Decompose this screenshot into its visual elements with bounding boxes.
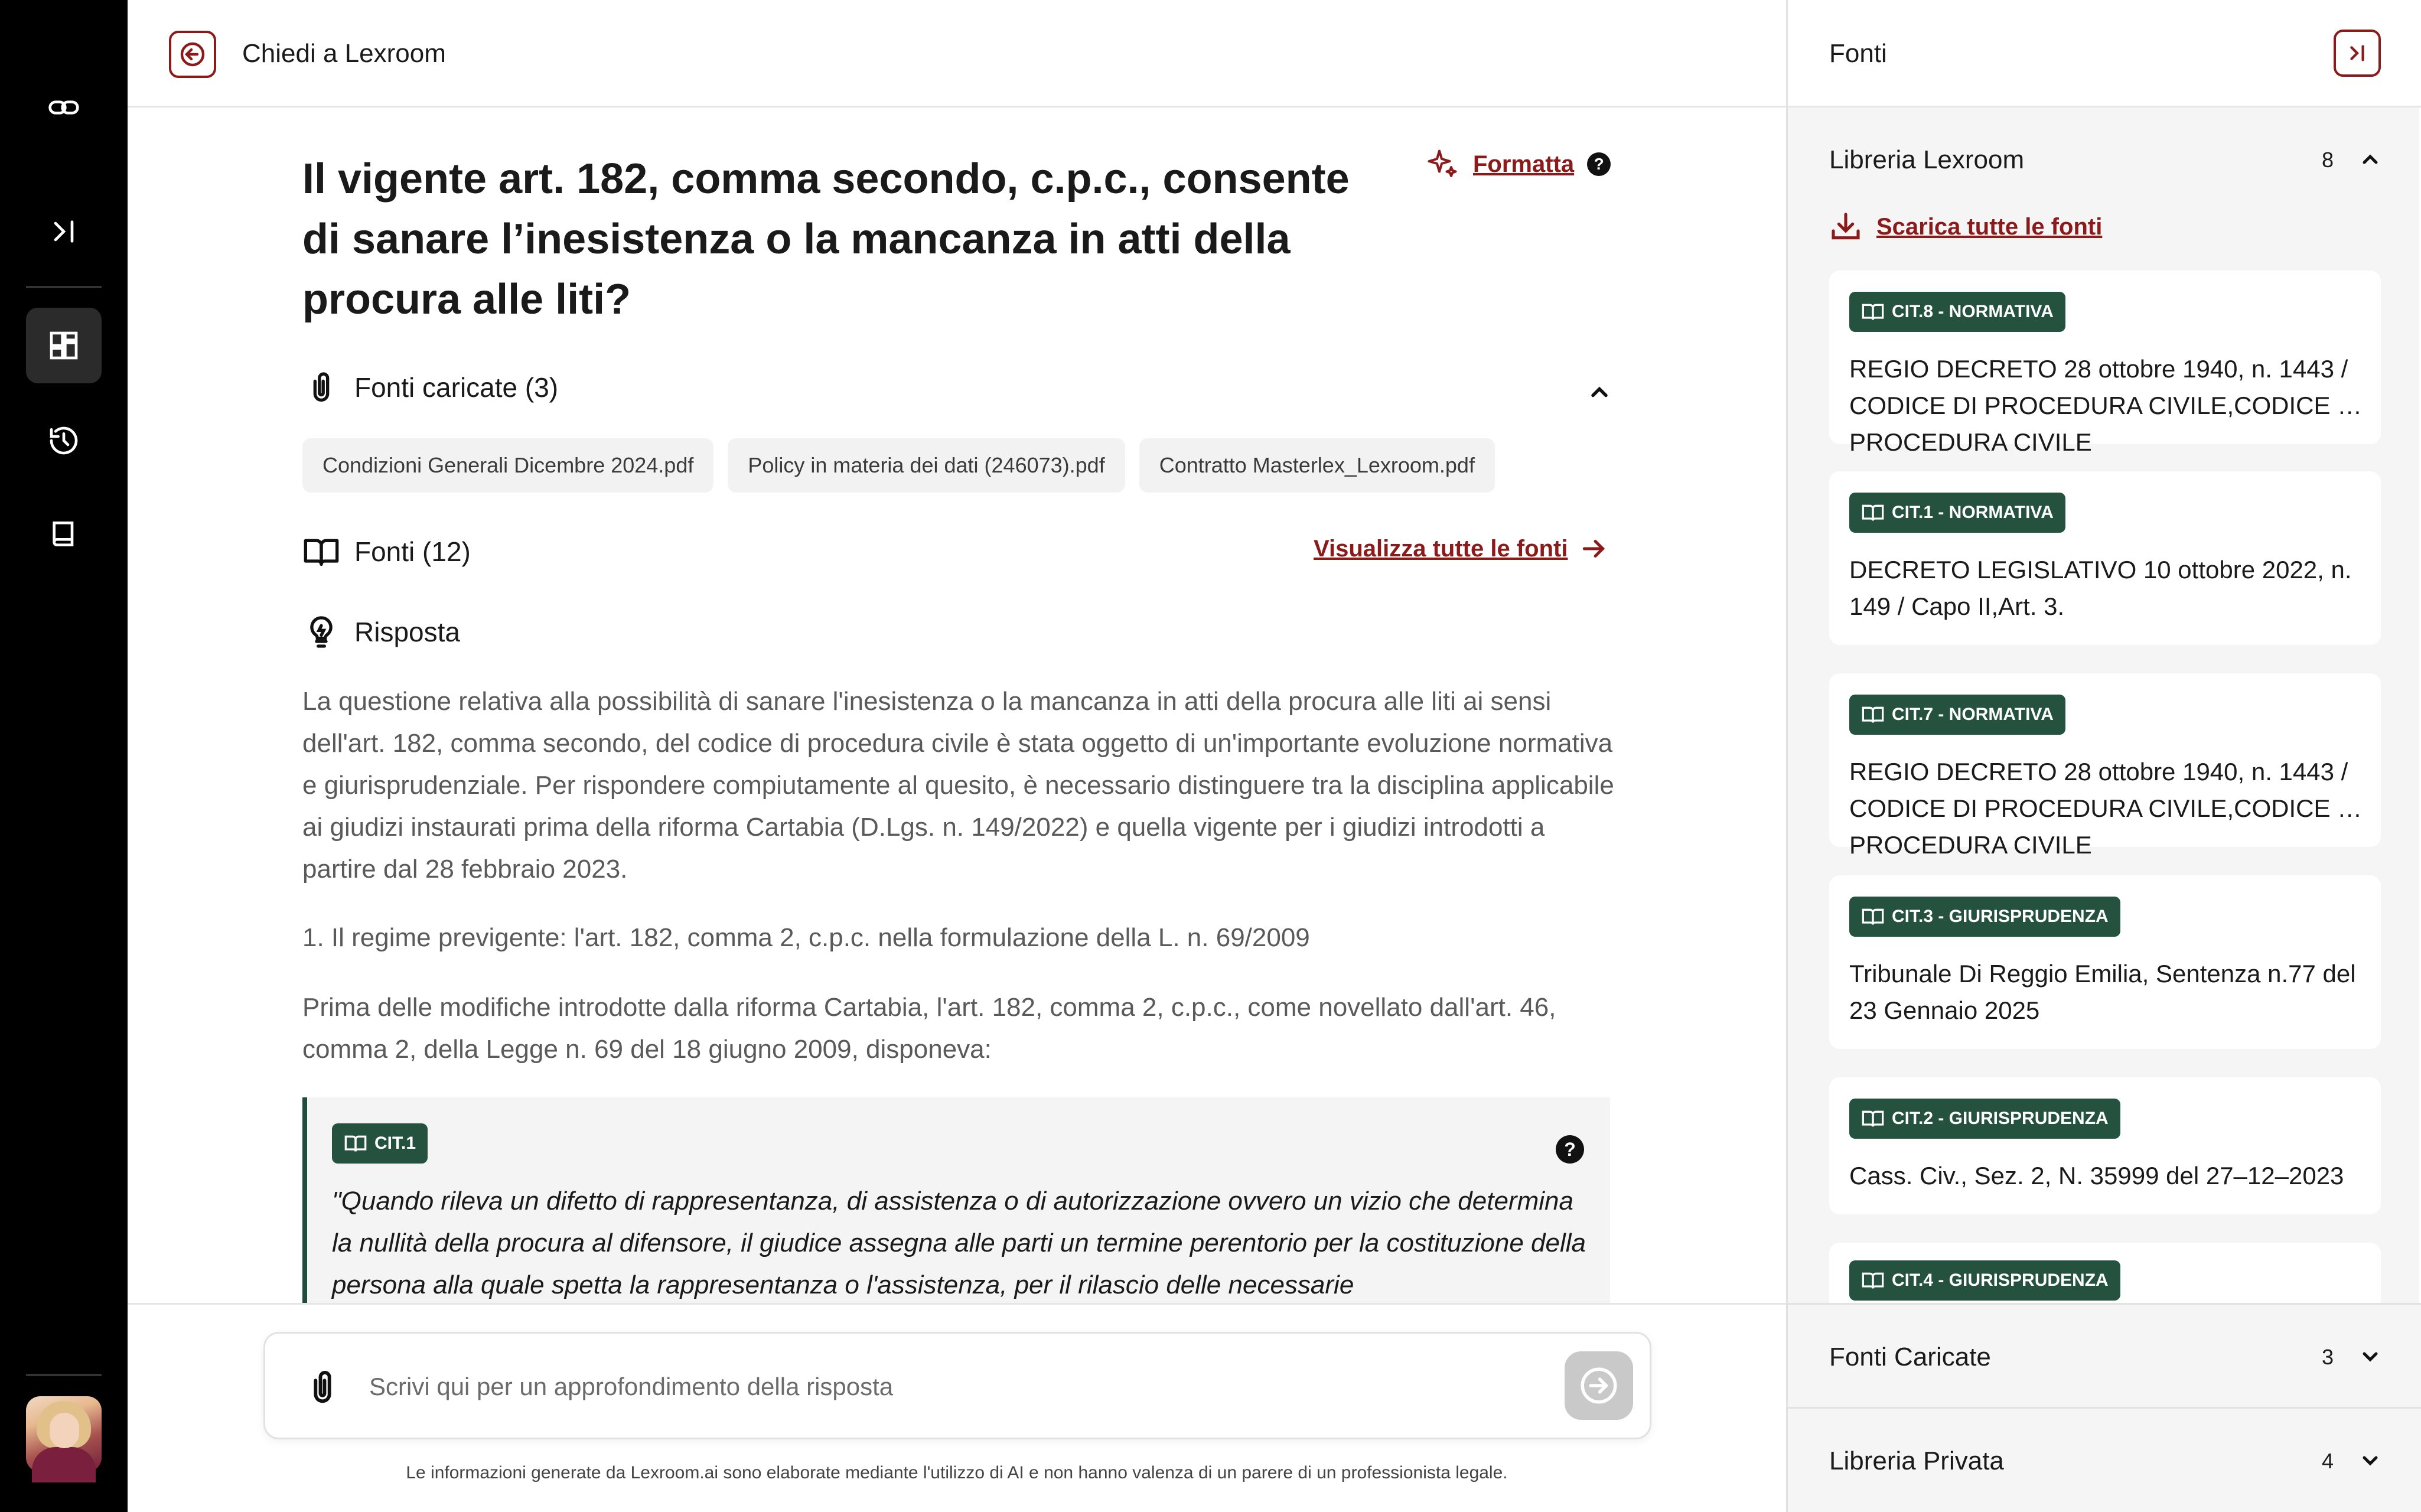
source-title: Tribunale Di Reggio Emilia, Sentenza n.77 del 23 Gennaio 2025 xyxy=(1849,960,2356,1024)
library-lexroom-title[interactable]: Libreria Lexroom xyxy=(1829,145,2025,174)
paperclip-icon xyxy=(302,369,340,406)
source-card[interactable] xyxy=(1829,471,2381,645)
source-card[interactable] xyxy=(1829,271,2381,456)
quote-text: "Quando rileva un difetto di rappresentanza, di assistenza o di autorizzazione ovvero un vizio che determina la nullità della procura al difensore, il giudice assegna alle parti un termine perentorio per la costituzione della persona alla quale spetta la rappresentanza o l'assistenza, per il rilascio delle necessarie xyxy=(332,1187,1586,1299)
sources-row xyxy=(302,533,471,571)
arrow-right-icon xyxy=(1579,534,1609,563)
open-book-icon xyxy=(1861,501,1885,524)
open-book-icon xyxy=(302,533,340,571)
source-card[interactable] xyxy=(1829,1077,2381,1214)
sparkle-icon xyxy=(1425,146,1460,182)
open-book-icon xyxy=(1861,905,1885,928)
sources-panel xyxy=(1786,0,2419,1512)
source-badge xyxy=(1849,695,2065,735)
expand-sidebar-icon[interactable] xyxy=(26,194,102,269)
chevron-up-icon[interactable] xyxy=(2358,148,2382,171)
history-icon[interactable] xyxy=(26,403,102,478)
file-chip[interactable]: Contratto Masterlex_Lexroom.pdf xyxy=(1139,438,1495,493)
source-badge-label: CIT.2 - GIURISPRUDENZA xyxy=(1892,1109,2109,1128)
back-button[interactable] xyxy=(169,31,216,78)
uploaded-sources-count: 3 xyxy=(2322,1345,2334,1369)
rail-divider xyxy=(26,286,102,288)
sources-label: Fonti (12) xyxy=(354,536,471,567)
help-icon[interactable]: ? xyxy=(1556,1135,1584,1164)
source-badge-label: CIT.7 - NORMATIVA xyxy=(1892,705,2054,724)
uploaded-sources-section[interactable] xyxy=(1788,1303,2421,1407)
source-badge xyxy=(1849,1099,2120,1139)
top-bar xyxy=(128,0,1786,107)
source-card[interactable] xyxy=(1829,673,2381,859)
attach-paperclip-icon[interactable] xyxy=(302,1367,343,1408)
answer-paragraph: 1. Il regime previgente: l'art. 182, comma 2, c.p.c. nella formulazione della L. n. 69/2009 xyxy=(302,923,1310,952)
source-title: Cass. Civ., Sez. 2, N. 35999 del 27–12–2023 xyxy=(1849,1162,2344,1190)
ai-disclaimer: Le informazioni generate da Lexroom.ai sono elaborate mediante l'utilizzo di AI e non hanno valenza di un parere di un professionista legale. xyxy=(406,1463,1508,1482)
source-card-list xyxy=(1829,271,2381,1303)
answer-label: Risposta xyxy=(354,617,460,647)
formatta-label[interactable]: Formatta xyxy=(1473,151,1575,177)
followup-input-placeholder[interactable]: Scrivi qui per un approfondimento della risposta xyxy=(369,1373,894,1400)
answer-row xyxy=(302,613,460,651)
private-library-count: 4 xyxy=(2322,1449,2334,1473)
uploaded-sources-toggle[interactable] xyxy=(302,369,558,406)
answer-paragraph: Prima delle modifiche introdotte dalla riforma Cartabia, l'art. 182, comma 2, c.p.c., come novellato dall'art. 46, comma 2, della Legge n. 69 del 18 giugno 2009, disponeva: xyxy=(302,993,1556,1064)
uploaded-sources-label: Fonti caricate (3) xyxy=(354,372,559,403)
answer-content xyxy=(128,107,1786,1303)
source-badge-label: CIT.4 - GIURISPRUDENZA xyxy=(1892,1270,2109,1290)
collapse-panel-button[interactable] xyxy=(2334,30,2381,77)
followup-input-box[interactable] xyxy=(263,1332,1651,1439)
source-title: REGIO DECRETO 28 ottobre 1940, n. 1443 / CODICE DI PROCEDURA CIVILE,CODICE DI PROCEDURA CIVILE xyxy=(1849,355,2363,456)
source-title: REGIO DECRETO 28 ottobre 1940, n. 1443 / CODICE DI PROCEDURA CIVILE,CODICE DI PROCEDURA CIVILE xyxy=(1849,758,2363,859)
source-badge-label: CIT.8 - NORMATIVA xyxy=(1892,302,2054,321)
rail-divider-bottom xyxy=(26,1374,102,1376)
open-book-icon xyxy=(1861,1269,1885,1292)
dashboard-icon[interactable] xyxy=(26,308,102,383)
user-avatar[interactable] xyxy=(26,1396,102,1472)
open-book-icon xyxy=(344,1132,367,1155)
citation-badge[interactable] xyxy=(332,1123,428,1164)
source-badge xyxy=(1849,292,2065,332)
uploaded-files-list xyxy=(302,438,1495,493)
collapse-right-icon xyxy=(2344,40,2371,67)
chevron-down-icon[interactable] xyxy=(2358,1449,2382,1472)
source-badge-label: CIT.1 - NORMATIVA xyxy=(1892,503,2054,522)
page-title: Chiedi a Lexroom xyxy=(242,39,446,68)
send-button[interactable] xyxy=(1565,1351,1633,1420)
view-all-sources-label[interactable]: Visualizza tutte le fonti xyxy=(1314,535,1568,562)
download-all-sources-link[interactable] xyxy=(1829,210,2102,243)
download-icon xyxy=(1829,210,1862,243)
question-title: Il vigente art. 182, comma secondo, c.p.c., consente di sanare l’inesistenza o la mancanza in atti della procura alle liti? xyxy=(302,155,1350,323)
source-badge xyxy=(1849,897,2120,937)
download-all-label[interactable]: Scarica tutte le fonti xyxy=(1876,213,2103,240)
chevron-up-icon[interactable] xyxy=(1586,379,1612,405)
chevron-down-icon[interactable] xyxy=(2358,1345,2382,1368)
logo-link-icon[interactable] xyxy=(26,70,102,145)
file-chip[interactable]: Condizioni Generali Dicembre 2024.pdf xyxy=(302,438,713,493)
sources-panel-header xyxy=(1788,0,2421,107)
private-library-title: Libreria Privata xyxy=(1829,1446,2004,1475)
library-lexroom-count: 8 xyxy=(2322,148,2334,172)
open-book-icon xyxy=(1861,300,1885,324)
composer-area xyxy=(128,1303,1786,1512)
lightbulb-icon xyxy=(302,613,340,651)
open-book-icon xyxy=(1861,703,1885,726)
answer-paragraph: La questione relativa alla possibilità di sanare l'inesistenza o la mancanza in atti della procura alle liti ai sensi dell'art. 182, comma secondo, del codice di procedura civile è stata oggetto di un'importante evoluzione normativa e giurisprudenziale. Per rispondere compiutamente al quesito, è necessario distinguere tra la disciplina applicabile ai giudizi instaurati prima della riforma Cartabia (D.Lgs. n. 149/2022) e quella vigente per i giudizi introdotti a partire dal 28 febbraio 2023. xyxy=(302,687,1614,884)
source-card[interactable] xyxy=(1829,875,2381,1049)
uploaded-sources-title: Fonti Caricate xyxy=(1829,1342,1991,1371)
source-title: DECRETO LEGISLATIVO 10 ottobre 2022, n. 149 / Capo II,Art. 3. xyxy=(1849,556,2352,620)
file-chip[interactable]: Policy in materia dei dati (246073).pdf xyxy=(728,438,1125,493)
source-badge xyxy=(1849,1260,2120,1301)
arrow-right-circle-icon xyxy=(1577,1364,1621,1407)
library-book-icon[interactable] xyxy=(26,496,102,572)
left-rail xyxy=(0,0,128,1512)
formatta-button[interactable] xyxy=(1425,146,1611,182)
citation-quote xyxy=(302,1097,1610,1334)
source-badge-label: CIT.3 - GIURISPRUDENZA xyxy=(1892,907,2109,926)
view-all-sources-link[interactable] xyxy=(1314,534,1609,563)
help-icon[interactable]: ? xyxy=(1587,152,1611,176)
private-library-section[interactable] xyxy=(1788,1407,2421,1512)
open-book-icon xyxy=(1861,1107,1885,1130)
source-badge xyxy=(1849,493,2065,533)
sources-panel-title: Fonti xyxy=(1829,39,1887,68)
citation-badge-label: CIT.1 xyxy=(374,1133,416,1153)
